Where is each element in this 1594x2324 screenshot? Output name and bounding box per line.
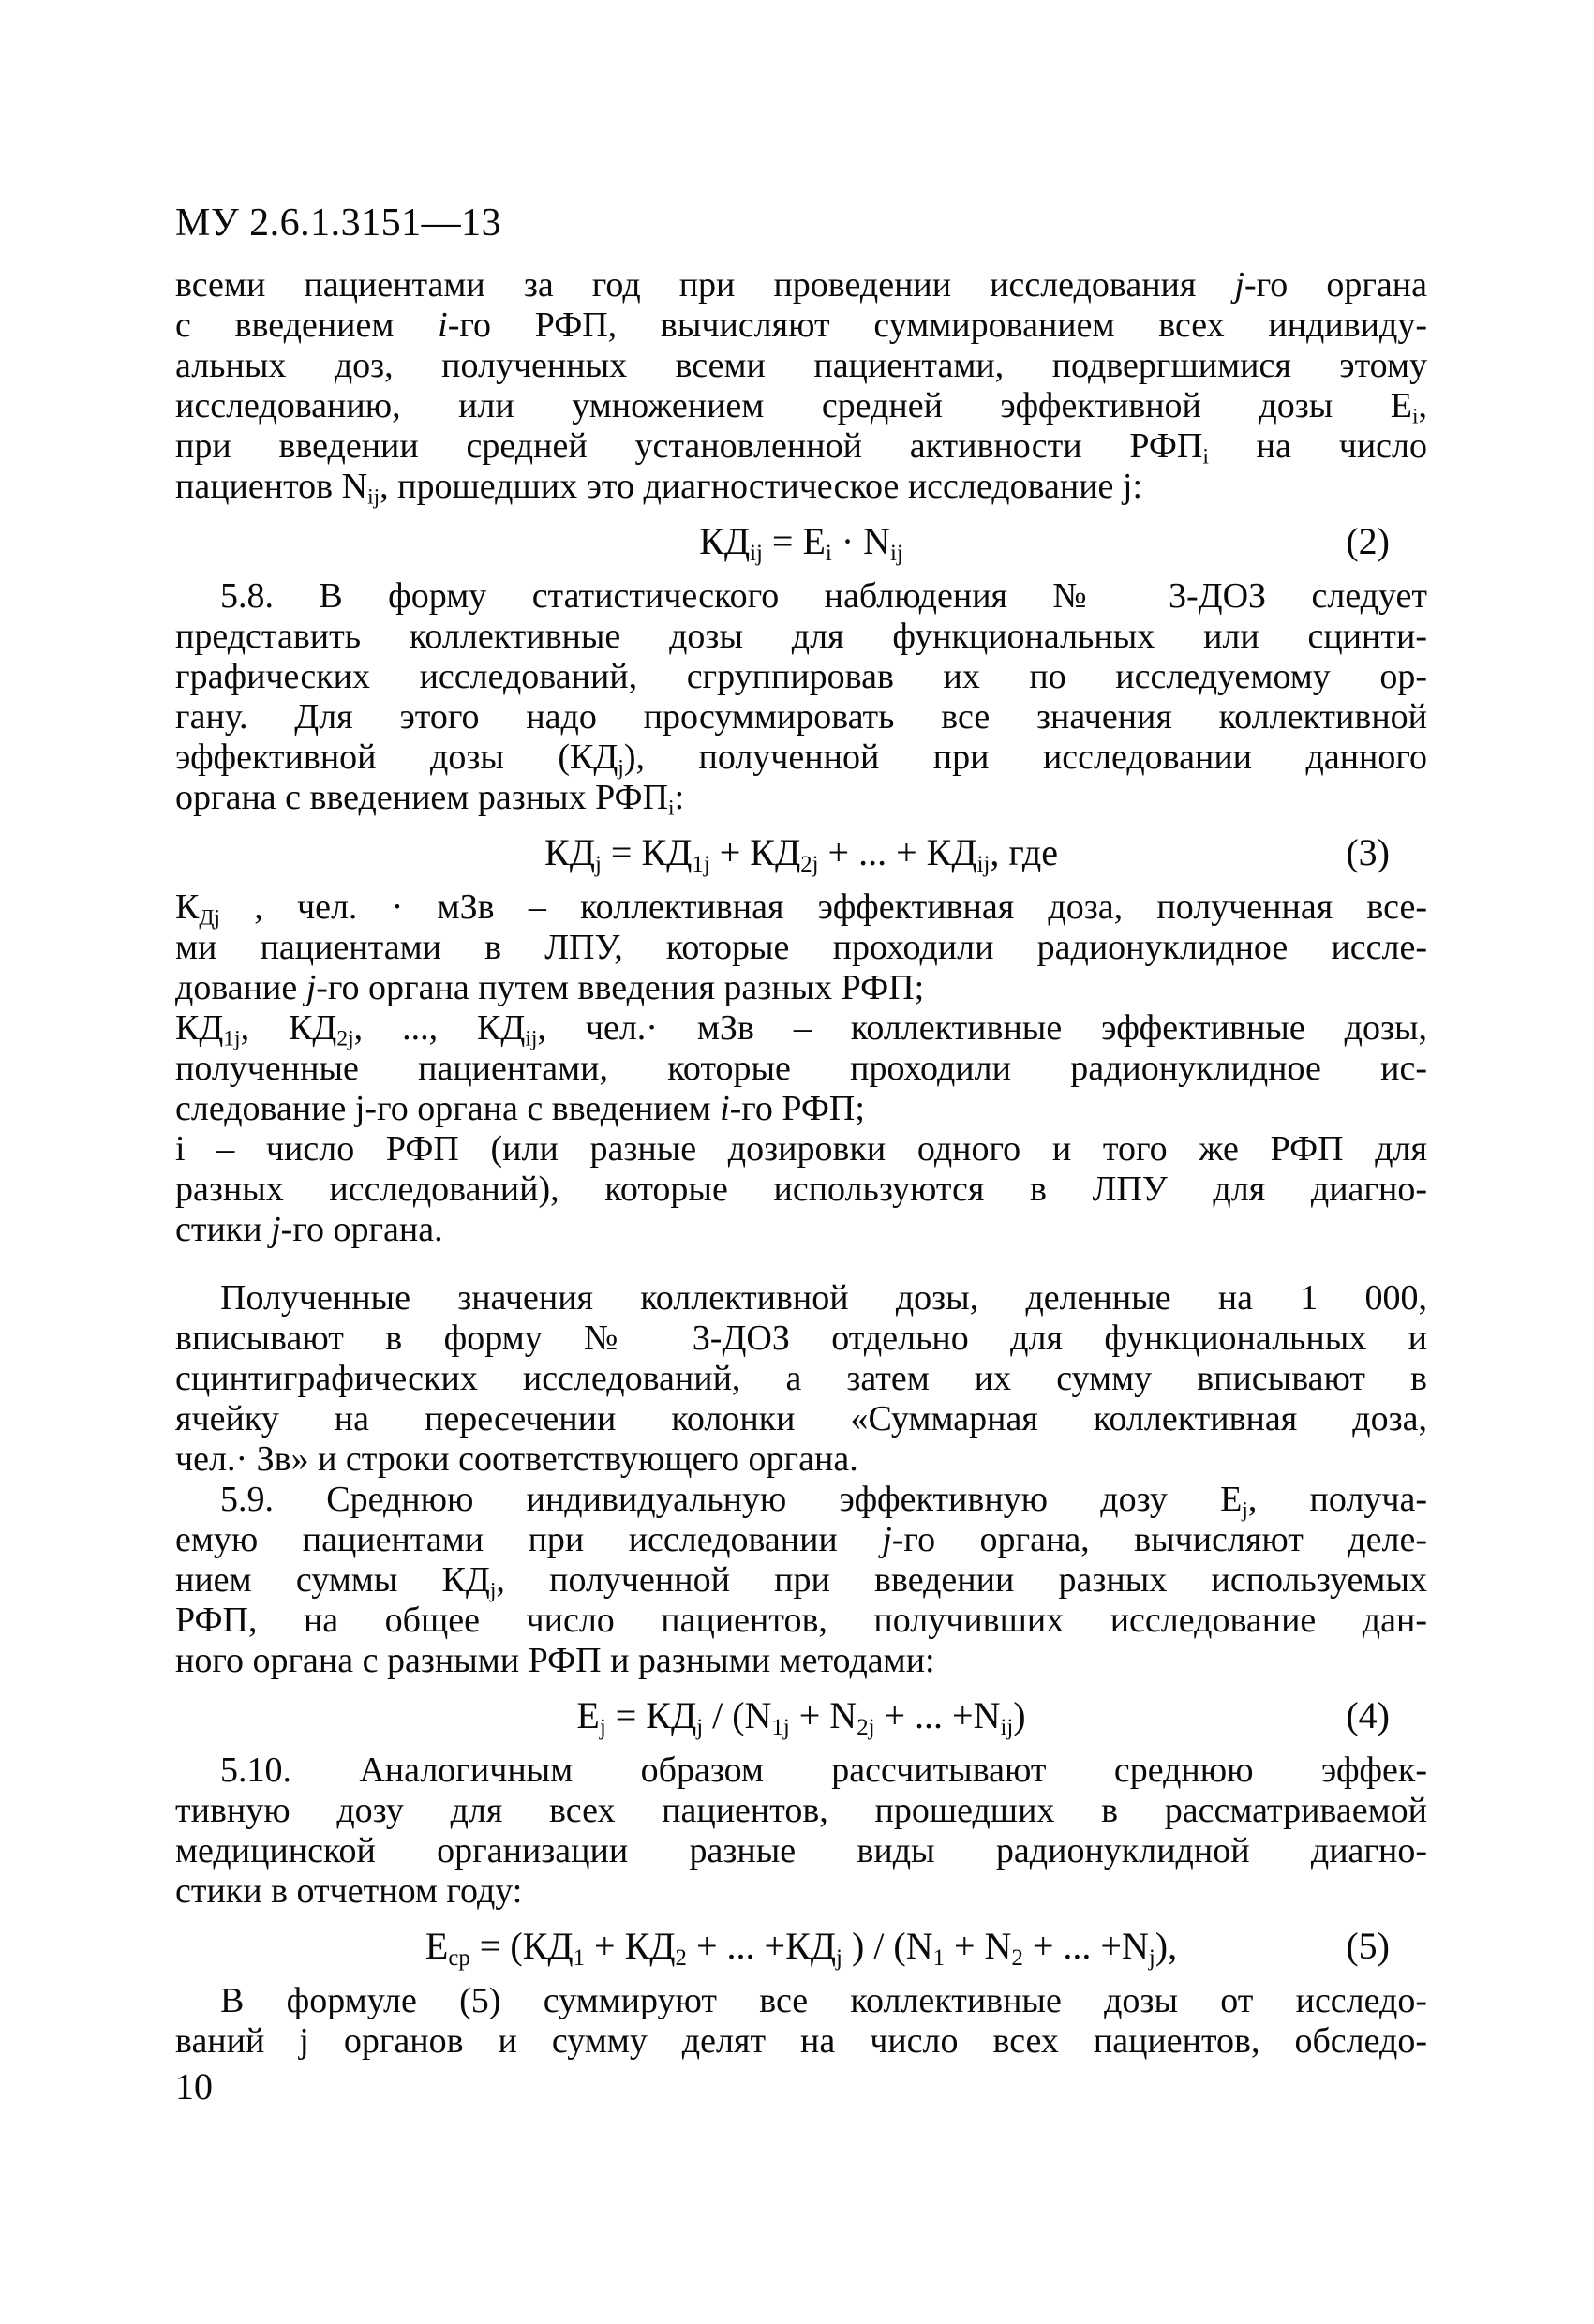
text-line: ячейку на пересечении колонки «Суммарная коллективная доза,: [175, 1399, 1427, 1438]
text-line: 5.10. Аналогичным образом рассчитывают среднюю эффек-: [220, 1750, 1427, 1790]
text-line: полученные пациентами, которые проходили радионуклидное ис-: [175, 1049, 1427, 1088]
text-line: стики в отчетном году:: [175, 1871, 523, 1911]
text-column: [175, 265, 1427, 2062]
formula-body: $E_j = КД_j / (N_{1j} + N_{2j}$ + ... $+N_{ij}$): [576, 1694, 1026, 1740]
text-line: при введении средней установленной активности $РФП_i$ на число: [175, 426, 1427, 469]
text-line: ного органа с разными РФП и разными методами:: [175, 1641, 935, 1680]
text-line: графических исследований, сгруппировав их по исследуемому ор-: [175, 657, 1427, 696]
text-line: представить коллективные дозы для функциональных или сцинти-: [175, 617, 1427, 656]
formula-row: [175, 520, 1427, 566]
formula-number: (2): [1346, 520, 1390, 562]
text-line: $К_{Дj}$ , чел. · мЗв – коллективная эффективная доза, полученная все-: [175, 887, 1427, 931]
text-line: пациентов $N_{ij}$, прошедших это диагностическое исследование j:: [175, 467, 1143, 510]
text-line: 5.9. Среднюю индивидуальную эффективную дозу $E_j$, получа-: [220, 1480, 1427, 1523]
text-line: медицинской организации разные виды радионуклидной диагно-: [175, 1831, 1427, 1870]
text-line: ваний j органов и сумму делят на число всех пациентов, обследо-: [175, 2021, 1427, 2061]
text-line: гану. Для этого надо просуммировать все значения коллективной: [175, 697, 1427, 737]
text-line: 5.8. В форму статистического наблюдения № 3-ДОЗ следует: [220, 576, 1427, 616]
paragraph: [175, 265, 1427, 510]
text-line: эффективной дозы $(КД_j)$, полученной при исследовании данного: [175, 737, 1428, 781]
text-line: Полученные значения коллективной дозы, деленные на 1 000,: [220, 1278, 1427, 1318]
text-line: с введением i-го РФП, вычисляют суммированием всех индивиду-: [175, 305, 1427, 345]
formula-body: $КД_j = КД_{1j} + КД_{2j}$ + ... + $КД_{ij}$, где: [544, 831, 1058, 877]
text-line: разных исследований), которые используются в ЛПУ для диагно-: [175, 1169, 1427, 1209]
text-line: РФП, на общее число пациентов, получивших исследование дан-: [175, 1601, 1427, 1640]
text-line: $КД_{1j}$, $КД_{2j}$, ..., $КД_{ij}$, чел.· мЗв – коллективные эффективные дозы,: [175, 1008, 1427, 1051]
text-line: стики j-го органа.: [175, 1210, 443, 1249]
text-line: В формуле (5) суммируют все коллективные дозы от исследо-: [220, 1981, 1427, 2020]
text-line: емую пациентами при исследовании j-го органа, вычисляют деле-: [175, 1520, 1427, 1559]
paragraph: [175, 576, 1428, 821]
text-line: сцинтиграфических исследований, а затем их сумму вписывают в: [175, 1359, 1427, 1398]
text-line: тивную дозу для всех пациентов, прошедших в рассматриваемой: [175, 1791, 1427, 1830]
text-line: нием суммы $КД_j$, полученной при введении разных используемых: [175, 1560, 1428, 1603]
formula-number: (5): [1346, 1925, 1390, 1967]
paragraph: [175, 1480, 1427, 1681]
paragraph: [175, 1750, 1427, 1912]
formula-row: [175, 831, 1427, 877]
text-line: альных доз, полученных всеми пациентами, подвергшимися этому: [175, 346, 1427, 385]
formula-row: [175, 1694, 1427, 1740]
page-number: 10: [175, 2065, 213, 2108]
document-code-header: МУ 2.6.1.3151—13: [175, 201, 502, 245]
text-line: дование j-го органа путем введения разных РФП;: [175, 968, 925, 1007]
formula-number: (3): [1346, 831, 1390, 873]
formula-number: (4): [1346, 1694, 1390, 1736]
text-line: чел.· Зв» и строки соответствующего органа.: [175, 1439, 858, 1479]
text-line: органа с введением разных $РФП_i$:: [175, 778, 685, 821]
paragraph: [175, 1981, 1427, 2062]
text-line: всеми пациентами за год при проведении исследования j-го органа: [175, 265, 1427, 305]
formula-row: [175, 1925, 1427, 1971]
text-line: вписывают в форму № 3-ДОЗ отдельно для функциональных и: [175, 1318, 1427, 1358]
text-line: следование j-го органа с введением i-го РФП;: [175, 1089, 865, 1128]
formula-body: $КД_{ij} = E_i \cdot N_{ij}$: [699, 520, 903, 566]
paragraph: [175, 887, 1427, 1250]
text-line: исследованию, или умножением средней эффективной дозы $E_i$,: [175, 386, 1427, 429]
text-line: ми пациентами в ЛПУ, которые проходили радионуклидное иссле-: [175, 928, 1427, 967]
text-line: i – число РФП (или разные дозировки одного и того же РФП для: [175, 1129, 1427, 1169]
paragraph: [175, 1278, 1427, 1480]
formula-body: $E_{ср} = (КД_1 + КД_2$ + ... $+КД_j$ ) / ($N_1 + N_2$ + ... $+N_j$),: [425, 1925, 1178, 1971]
